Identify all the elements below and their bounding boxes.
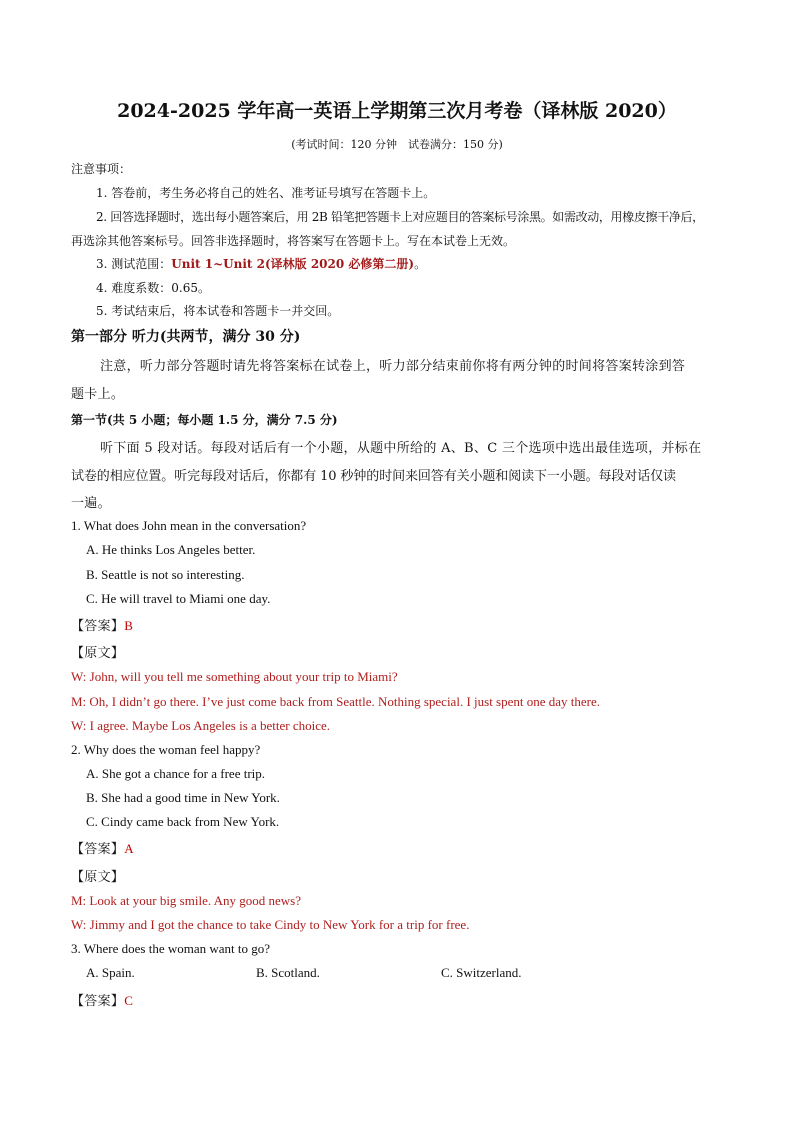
- q2-option-c: C. Cindy came back from New York.: [86, 814, 280, 829]
- q1-transcript-label: 【原文】: [71, 646, 125, 661]
- test-scope: Unit 1~Unit 2(译林版 2020 必修第二册): [171, 257, 415, 271]
- section1-intro-line-3: 一遍。: [71, 496, 111, 511]
- page-title: 2024-2025 学年高一英语上学期第三次月考卷（译林版 2020）: [117, 100, 677, 122]
- q1-transcript-line-1: W: John, will you tell me something about your trip to Miami?: [71, 669, 398, 684]
- q3-option-c: C. Switzerland.: [441, 965, 522, 980]
- q2-transcript-label: 【原文】: [71, 870, 125, 885]
- q1-option-a: A. He thinks Los Angeles better.: [86, 542, 256, 557]
- q3-answer-value: C: [124, 993, 133, 1008]
- section1-intro-line-2: 试卷的相应位置。听完每段对话后，你都有 10 秒钟的时间来回答有关小题和阅读下一小题。每段对话仅读: [71, 469, 676, 484]
- q1-option-c: C. He will travel to Miami one day.: [86, 591, 271, 606]
- q2-question: 2. Why does the woman feel happy?: [71, 742, 261, 757]
- notice-item-3-prefix: 3. 测试范围：: [96, 257, 172, 271]
- q1-option-b: B. Seattle is not so interesting.: [86, 567, 245, 582]
- q2-option-b: B. She had a good time in New York.: [86, 790, 280, 805]
- q1-question: 1. What does John mean in the conversation?: [71, 518, 307, 533]
- section1-heading: 第一节(共 5 小题；每小题 1.5 分，满分 7.5 分): [71, 413, 338, 427]
- notice-item-2-line-2: 再选涂其他答案标号。回答非选择题时，将答案写在答题卡上。写在本试卷上无效。: [71, 234, 516, 248]
- q2-transcript-line-1: M: Look at your big smile. Any good news?: [71, 893, 302, 908]
- q3-option-b: B. Scotland.: [256, 965, 320, 980]
- q1-transcript-line-2: M: Oh, I didn’t go there. I’ve just come back from Seattle. Nothing special. I just spent one day there.: [71, 694, 601, 709]
- q1-transcript-line-3: W: I agree. Maybe Los Angeles is a better choice.: [71, 718, 331, 733]
- notice-item-3: [96, 255, 426, 272]
- notice-item-1: 1. 答卷前，考生务必将自己的姓名、准考证号填写在答题卡上。: [96, 186, 436, 200]
- section1-intro-line-1: 听下面 5 段对话。每段对话后有一个小题，从题中所给的 A、B、C 三个选项中选出最佳选项，并标在: [100, 441, 702, 456]
- part1-intro-line-2: 题卡上。: [71, 387, 125, 402]
- answer-label: 【答案】: [71, 841, 125, 856]
- q2-transcript-line-2: W: Jimmy and I got the chance to take Cindy to New York for a trip for free.: [71, 917, 470, 932]
- q3-question: 3. Where does the woman want to go?: [71, 941, 271, 956]
- q2-option-a: A. She got a chance for a free trip.: [86, 766, 266, 781]
- notice-item-2-line-1: 2. 回答选择题时，选出每小题答案后，用 2B 铅笔把答题卡上对应题目的答案标号涂黑。如需改动，用橡皮擦干净后，: [96, 210, 704, 224]
- q3-option-a: A. Spain.: [86, 965, 135, 980]
- q1-answer-value: B: [124, 618, 133, 633]
- q3-answer: [71, 990, 133, 1009]
- q2-answer: [71, 838, 134, 857]
- exam-info: (考试时间：120 分钟 试卷满分：150 分): [291, 138, 503, 151]
- q2-answer-value: A: [124, 841, 134, 856]
- notice-heading: 注意事项：: [71, 162, 132, 176]
- notice-item-3-suffix: 。: [414, 257, 427, 271]
- notice-item-4: 4. 难度系数：0.65。: [96, 281, 210, 295]
- part1-heading: 第一部分 听力(共两节，满分 30 分): [71, 329, 301, 345]
- answer-label: 【答案】: [71, 993, 125, 1008]
- answer-label: 【答案】: [71, 618, 125, 633]
- part1-intro-line-1: 注意，听力部分答题时请先将答案标在试卷上，听力部分结束前你将有两分钟的时间将答案转涂到答: [100, 359, 686, 374]
- notice-item-5: 5. 考试结束后，将本试卷和答题卡一并交回。: [96, 304, 340, 318]
- q1-answer: [71, 615, 133, 634]
